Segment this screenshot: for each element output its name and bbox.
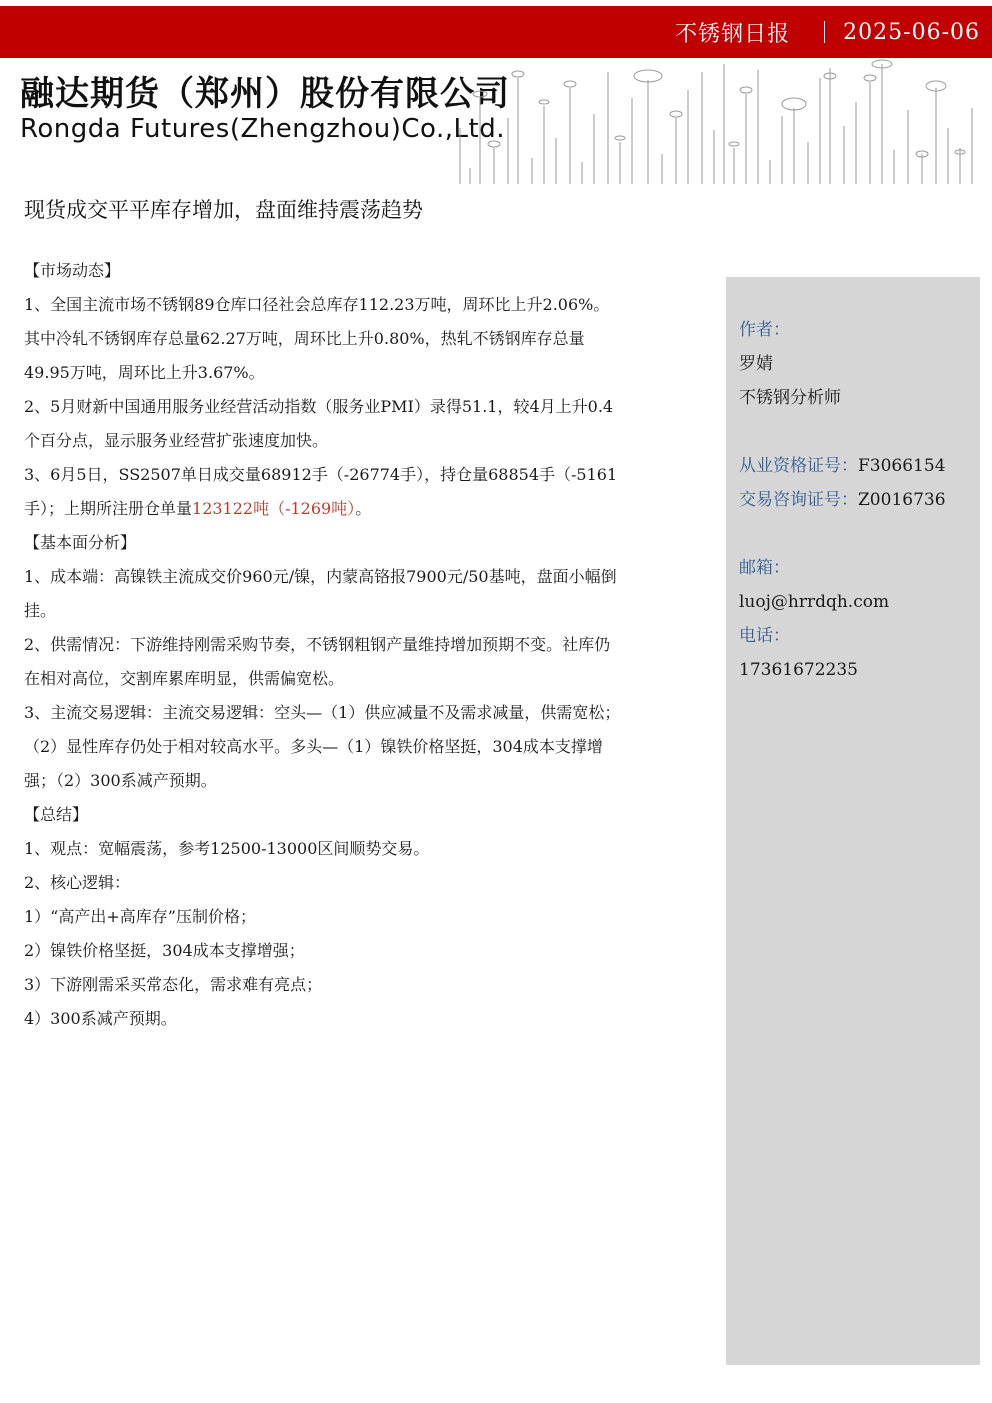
report-title: 不锈钢日报: [675, 21, 791, 47]
market-item-3: [24, 458, 624, 526]
qualification-line: [739, 449, 980, 483]
consult-line: [739, 483, 980, 517]
market-item-2: 2、5月财新中国通用服务业经营活动指数（服务业PMI）录得51.1，较4月上升0.4个百分点，显示服务业经营扩张速度加快。: [24, 397, 614, 450]
company-name-cn: 融达期货（郑州）股份有限公司: [20, 74, 510, 114]
summary-item-2: 2、核心逻辑：: [24, 873, 131, 892]
report-header-bar: [0, 6, 992, 58]
qualification-label: 从业资格证号：: [739, 456, 858, 476]
qualification-number: F3066154: [858, 456, 946, 476]
fundamental-heading: 【基本面分析】: [24, 533, 137, 552]
consult-label: 交易咨询证号：: [739, 490, 858, 510]
email-label: 邮箱：: [739, 558, 790, 578]
market-item-3-end: 。: [355, 499, 372, 518]
fundamental-item-2: 2、供需情况：下游维持刚需采购节奏，不锈钢粗钢产量维持增加预期不变。社库仍在相对高位，交割库累库明显，供需偏宽松。: [24, 635, 611, 688]
report-date: 2025-06-06: [843, 19, 980, 45]
summary-logic-2: 2）镍铁价格坚挺，304成本支撑增强；: [24, 941, 305, 960]
fundamental-item-1: 1、成本端：高镍铁主流成交价960元/镍，内蒙高铬报7900元/50基吨，盘面小幅倒挂。: [24, 567, 617, 620]
author-label: 作者：: [739, 320, 790, 340]
summary-logic-4: 4）300系减产预期。: [24, 1009, 177, 1028]
warrant-highlight: 123122吨（-1269吨）: [192, 499, 356, 518]
report-body: [24, 254, 624, 1036]
market-heading: 【市场动态】: [24, 261, 121, 280]
company-banner: [0, 58, 992, 186]
consult-number: Z0016736: [858, 490, 946, 510]
phone-label: 电话：: [739, 626, 790, 646]
header-divider: [824, 21, 825, 43]
author-sidebar: [726, 277, 980, 1365]
summary-logic-1: 1）“高产出+高库存”压制价格；: [24, 907, 256, 926]
company-name-en: Rongda Futures(Zhengzhou)Co.,Ltd.: [20, 114, 505, 144]
author-title: 不锈钢分析师: [739, 388, 841, 408]
decorative-lines-graphic: [452, 58, 982, 186]
summary-logic-3: 3）下游刚需采买常态化，需求难有亮点；: [24, 975, 323, 994]
fundamental-item-3: 3、主流交易逻辑：主流交易逻辑：空头—（1）供应减量不及需求减量，供需宽松；（2）显性库存仍处于相对较高水平。多头—（1）镍铁价格坚挺，304成本支撑增强；（2）300系减产预期。: [24, 703, 621, 790]
market-item-3-text: 3、6月5日，SS2507单日成交量68912手（-26774手），持仓量68854手（-5161手）；上期所注册仓单量: [24, 465, 618, 518]
market-item-1: 1、全国主流市场不锈钢89仓库口径社会总库存112.23万吨，周环比上升2.06%。其中冷轧不锈钢库存总量62.27万吨，周环比上升0.80%，热轧不锈钢库存总量49.95万吨，周环比上升3.67%。: [24, 295, 610, 382]
summary-item-1: 1、观点：宽幅震荡，参考12500-13000区间顺势交易。: [24, 839, 430, 858]
phone-number: 17361672235: [739, 660, 858, 680]
email-address[interactable]: luoj@hrrdqh.com: [739, 592, 890, 612]
sidebar-spacer: [739, 517, 980, 551]
author-name: 罗婧: [739, 354, 773, 374]
sidebar-spacer: [739, 415, 980, 449]
report-headline: 现货成交平平库存增加，盘面维持震荡趋势: [24, 198, 423, 222]
summary-heading: 【总结】: [24, 805, 89, 824]
